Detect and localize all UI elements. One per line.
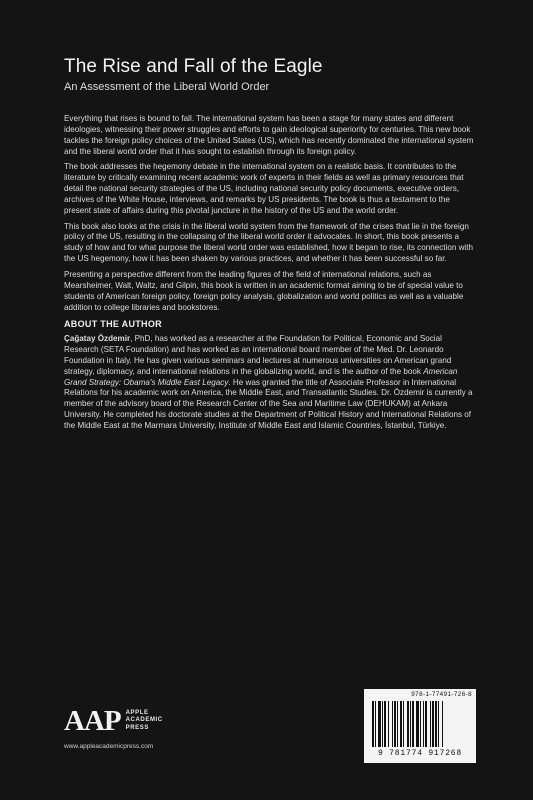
author-name: Çağatay Özdemir xyxy=(64,334,131,344)
author-bio-part-1: , PhD, has worked as a researcher at the Foundation for Political, Economic and Social Research (SETA Foundation) and has worked as an international board member of the Med. Dr. Leonardo Foundation in Italy. He has given various seminars and lectures at numerous universities on American grand strategy, diplomacy, and international relations in the globalizing world, and is the author of the book xyxy=(64,334,452,376)
publisher-name-line-2: ACADEMIC xyxy=(125,717,163,724)
book-title: The Rise and Fall of the Eagle xyxy=(64,56,323,77)
book-subtitle: An Assessment of the Liberal World Order xyxy=(64,81,270,93)
author-bio-part-2: . He was granted the title of Associate Professor in International Relations for his academic work on America, the Middle East, and Transatlantic Studies. Dr. Özdemir is currently a member of the advisory board of the Research Center of the Sea and Maritime Law (DEHUKAM) at Ankara University. He completed his doctorate studies at the Department of Political History and International Relations of the Middle East at the Marmara University, Institute of Middle East and Islamic Countries, İstanbul, Türkiye. xyxy=(64,377,473,430)
publisher-logo xyxy=(64,707,163,735)
author-book-title: American Grand Strategy: Obama's Middle East Legacy xyxy=(64,366,458,387)
isbn-barcode xyxy=(364,689,476,763)
about-author-heading: ABOUT THE AUTHOR xyxy=(64,319,162,330)
cover-body-text xyxy=(64,114,474,437)
author-bio xyxy=(64,334,474,432)
publisher-logo-mark: AAP xyxy=(64,705,121,737)
barcode-bars-icon xyxy=(372,701,468,747)
isbn-number-top: 978-1-77491-726-8 xyxy=(411,691,472,698)
publisher-name xyxy=(126,710,163,732)
description-paragraph-4: Presenting a perspective different from the leading figures of the field of international relations, such as Mearsheimer, Walt, Waltz, and Gilpin, this book is written in an academic format aiming to be of special value to students of American foreign policy, foreign policy analysis, globalization and world politics as well as a valuable addition to college libraries and bookstores. xyxy=(64,269,464,312)
publisher-website: www.appleacademicpress.com xyxy=(64,743,154,750)
description-paragraph-1: Everything that rises is bound to fall. The international system has been a stage for many states and different ideologies, witnessing their power struggles and efforts to gain ideological superiority for centuries. This new book tackles the foreign policy choices of the United States (US), which has recently dominated the international system and the liberal world order that it has sought to establish through its foreign policy. xyxy=(64,114,474,156)
isbn-number-bottom: 9 781774 917268 xyxy=(377,749,462,758)
description-paragraph-3: This book also looks at the crisis in the liberal world system from the framework of the crises that lie in the foreign policy of the US, resulting in the collapsing of the liberal world order it advocates. In short, this book presents a study of how and for what purpose the liberal world order was established, how it began to rise, its connection with the US hegemony, how it has been shaken by various practices, and whether it has been successful so far. xyxy=(64,221,473,264)
publisher-name-line-1: APPLE xyxy=(125,710,149,717)
description-paragraph-2: The book addresses the hegemony debate in the international system on a realistic basis. It contributes to the literature by critically examining recent academic work of experts in their fields as well as primary resources that detail the national security strategies of the US, including national security policy documents, executive orders, archives of the White House, interviews, and remarks by US presidents. The book is thus a testament to the present state of affairs during this pivotal juncture in the history of the US and the world order. xyxy=(64,162,464,215)
publisher-name-line-3: PRESS xyxy=(125,724,149,731)
